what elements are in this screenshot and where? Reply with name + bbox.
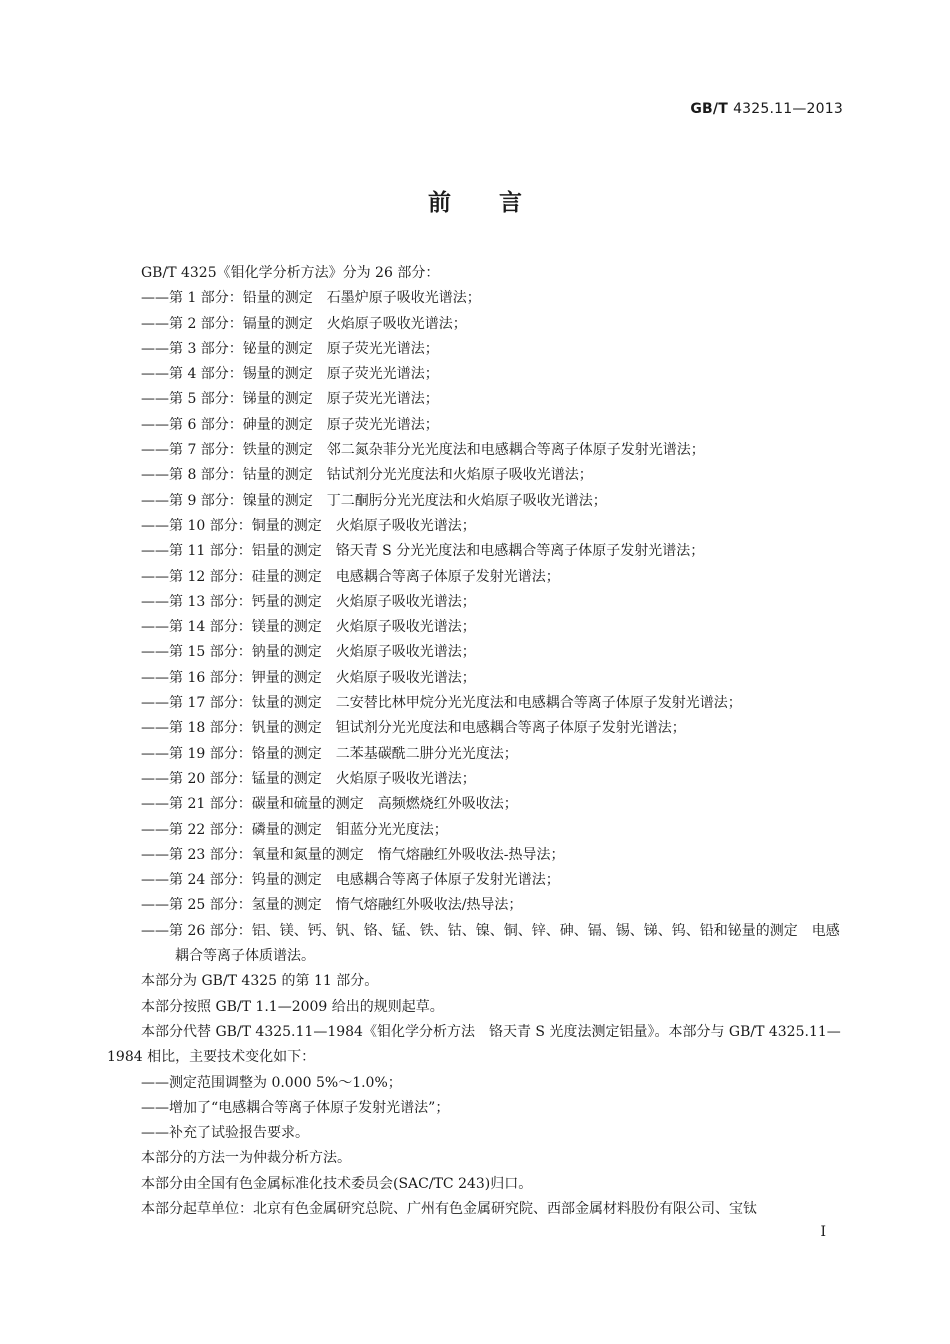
changes-list: [107, 1071, 843, 1147]
list-item: ——第 18 部分：钒量的测定 钽试剂分光光度法和电感耦合等离子体原子发射光谱法；: [141, 720, 686, 737]
committee-paragraph: 本部分由全国有色金属标准化技术委员会(SAC/TC 243)归口。: [141, 1175, 533, 1192]
list-item: ——第 14 部分：镁量的测定 火焰原子吸收光谱法；: [141, 619, 476, 636]
standard-number: [690, 101, 843, 117]
list-item: ——第 10 部分：铜量的测定 火焰原子吸收光谱法；: [141, 517, 476, 534]
list-item: ——第 26 部分：铝、镁、钙、钒、铬、锰、铁、钴、镍、铜、锌、砷、镉、锡、锑、钨、铅和铋量的测定 电感耦合等离子体质谱法。: [141, 922, 840, 965]
list-item: ——第 22 部分：磷量的测定 钼蓝分光光度法；: [141, 821, 448, 838]
list-item: ——第 8 部分：钴量的测定 钴试剂分光光度法和火焰原子吸收光谱法；: [141, 467, 593, 484]
standard-code: 4325.11—2013: [733, 101, 843, 117]
list-item: ——测定范围调整为 0.000 5%～1.0%；: [141, 1074, 402, 1091]
list-item: ——第 4 部分：锡量的测定 原子荧光光谱法；: [141, 366, 439, 383]
replaces-paragraph: 本部分代替 GB/T 4325.11—1984《钼化学分析方法 铬天青 S 光度法测定铝量》。本部分与 GB/T 4325.11—1984 相比，主要技术变化如下：: [107, 1023, 841, 1066]
arbitration-paragraph: 本部分的方法一为仲裁分析方法。: [141, 1150, 351, 1167]
document-body: [107, 261, 843, 1222]
list-item: ——第 11 部分：铝量的测定 铬天青 S 分光光度法和电感耦合等离子体原子发射光谱法；: [141, 543, 705, 560]
list-item: ——第 5 部分：锑量的测定 原子荧光光谱法；: [141, 391, 439, 408]
parts-list: [107, 286, 843, 969]
list-item: ——第 24 部分：钨量的测定 电感耦合等离子体原子发射光谱法；: [141, 872, 560, 889]
list-item: ——第 6 部分：砷量的测定 原子荧光光谱法；: [141, 416, 439, 433]
list-item: ——第 9 部分：镍量的测定 丁二酮肟分光光度法和火焰原子吸收光谱法；: [141, 492, 607, 509]
list-item: ——第 2 部分：镉量的测定 火焰原子吸收光谱法；: [141, 315, 467, 332]
list-item: ——第 16 部分：钾量的测定 火焰原子吸收光谱法；: [141, 669, 476, 686]
list-item: ——增加了“电感耦合等离子体原子发射光谱法”；: [141, 1099, 450, 1116]
list-item: ——第 21 部分：碳量和硫量的测定 高频燃烧红外吸收法；: [141, 796, 518, 813]
list-item: ——第 1 部分：铅量的测定 石墨炉原子吸收光谱法；: [141, 290, 481, 307]
list-item: ——第 13 部分：钙量的测定 火焰原子吸收光谱法；: [141, 593, 476, 610]
list-item: ——第 3 部分：铋量的测定 原子荧光光谱法；: [141, 340, 439, 357]
list-item: ——第 25 部分：氢量的测定 惰气熔融红外吸收法/热导法；: [141, 897, 523, 914]
list-item: ——第 19 部分：铬量的测定 二苯基碳酰二肼分光光度法；: [141, 745, 518, 762]
drafters-paragraph: 本部分起草单位：北京有色金属研究总院、广州有色金属研究院、西部金属材料股份有限公司、宝钛: [141, 1200, 757, 1217]
drafting-rules-paragraph: 本部分按照 GB/T 1.1—2009 给出的规则起草。: [141, 998, 444, 1015]
list-item: ——第 20 部分：锰量的测定 火焰原子吸收光谱法；: [141, 770, 476, 787]
list-item: ——补充了试验报告要求。: [141, 1125, 309, 1142]
list-item: ——第 12 部分：硅量的测定 电感耦合等离子体原子发射光谱法；: [141, 568, 560, 585]
list-item: ——第 17 部分：钛量的测定 二安替比林甲烷分光光度法和电感耦合等离子体原子发射光谱法；: [141, 695, 742, 712]
page-title: 前言: [428, 190, 570, 216]
page-number: I: [820, 1224, 826, 1240]
standard-prefix: GB/T: [690, 101, 728, 117]
list-item: ——第 15 部分：钠量的测定 火焰原子吸收光谱法；: [141, 644, 476, 661]
list-item: ——第 7 部分：铁量的测定 邻二氮杂菲分光光度法和电感耦合等离子体原子发射光谱法；: [141, 442, 705, 459]
list-item: ——第 23 部分：氧量和氮量的测定 惰气熔融红外吸收法-热导法；: [141, 846, 565, 863]
intro-paragraph: GB/T 4325《钼化学分析方法》分为 26 部分：: [141, 265, 440, 281]
this-part-paragraph: 本部分为 GB/T 4325 的第 11 部分。: [141, 973, 379, 990]
